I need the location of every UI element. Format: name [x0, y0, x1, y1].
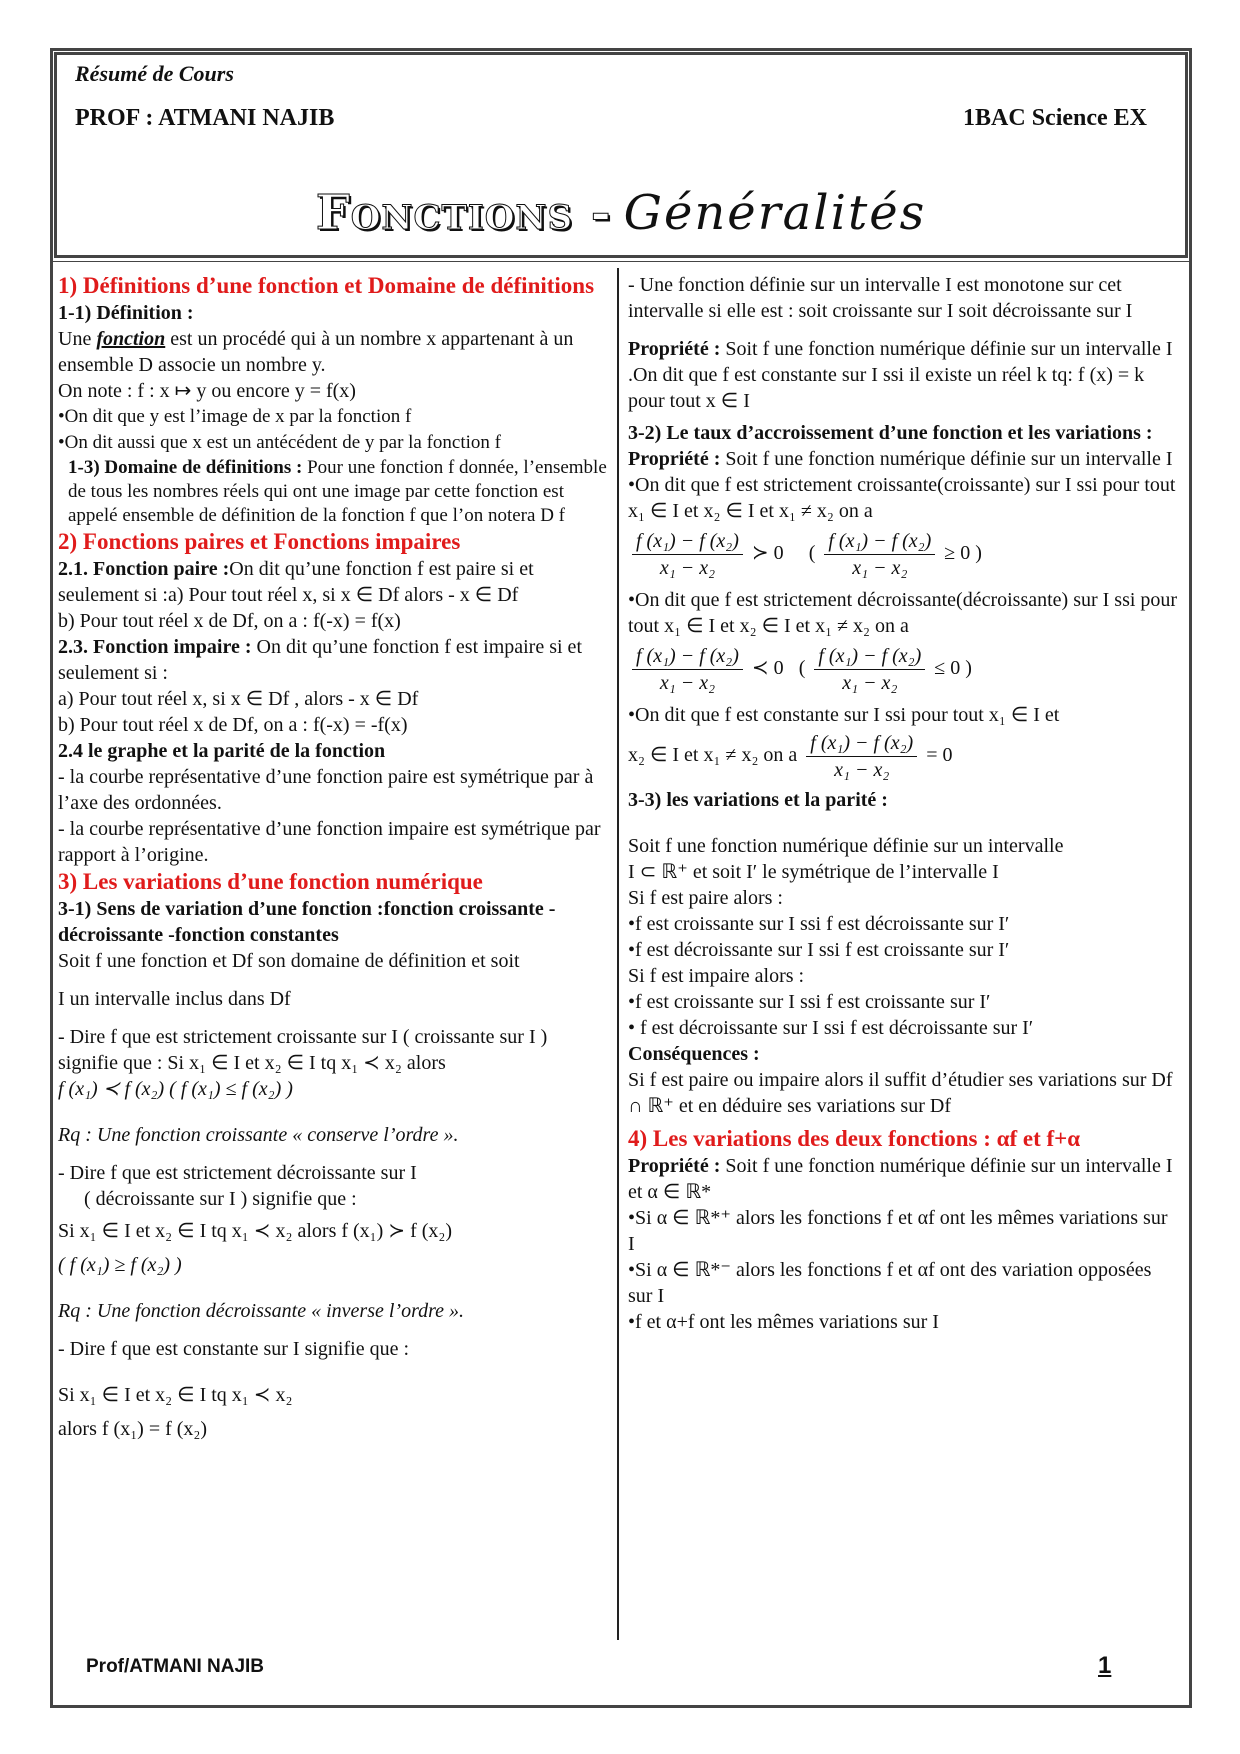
property-rate-text: Soit f une fonction numérique définie sur un intervalle I [725, 448, 1173, 470]
even-function-text: On dit qu’une fonction f est paire si et seulement si :a) Pour tout réel x, si x ∈ Df alors - x ∈ Df [58, 558, 534, 606]
spacer [58, 1012, 608, 1024]
spacer [58, 1102, 608, 1122]
title-part2: Généralités [623, 185, 927, 241]
section-3-1-title: 3-1) Sens de variation d’une fonction :fonction croissante -décroissante -fonction constantes [58, 898, 556, 946]
odd-function-paragraph [58, 634, 608, 686]
consequences-text: Si f est paire ou impaire alors il suffit d’étudier ses variations sur Df ∩ ℝ⁺ et en déduire ses variations sur Df [628, 1069, 1173, 1117]
section-4-title: 4) Les variations des deux fonctions : αf et f+α [628, 1126, 1081, 1151]
increasing-rate-formulas: $\frac{\text{f (x₁) − f (x₂)}}{\text{x₁ − x₂}}$ ≻ 0 ( $\frac{\text{f (x₁) − f (x₂)}}{\text{x₁ − x₂}}$ ≥ 0 ) [628, 528, 1178, 581]
constant-condition: Si x₁ ∈ I et x₂ ∈ I tq x₁ ≺ x₂ [58, 1384, 293, 1406]
spacer [58, 1278, 608, 1298]
constant-bullet: • On dit que f est constante sur I ssi pour tout x₁ ∈ I et [628, 702, 1178, 728]
parity-even-2: • f est décroissante sur I ssi f est croissante sur I′ [628, 937, 1178, 963]
graph-even-line: - la courbe représentative d’une fonction paire est symétrique par à l’axe des ordonnées. [58, 766, 594, 814]
section-2-title: 2) Fonctions paires et Fonctions impaires [58, 529, 461, 554]
increasing-definition: - Dire f que est strictement croissante sur I ( croissante sur I ) signifie que : Si x₁ ∈ I et x₂ ∈ I tq x₁ ≺ x₂ alors [58, 1026, 548, 1074]
page-title [57, 185, 1185, 241]
column-divider [617, 268, 619, 1640]
relation-eq: = 0 [926, 744, 953, 767]
constant-formula: alors f (x₁) = f (x₂) [58, 1418, 208, 1440]
relation-lt: ≺ 0 [751, 657, 784, 680]
spacer [58, 1324, 608, 1336]
rate-fraction [814, 643, 925, 696]
domain-paragraph [58, 456, 608, 528]
rate-fraction [632, 528, 743, 581]
relation-le: ≤ 0 [934, 657, 961, 680]
section-3-title: 3) Les variations d’une fonction numérique [58, 869, 483, 894]
property-label: Propriété : [628, 448, 721, 470]
even-function-paragraph [58, 556, 608, 608]
notation-line: On note : f : x ↦ y ou encore y = f(x) [58, 380, 356, 402]
fraction-numerator: f (x₁) − f (x₂) [806, 730, 917, 757]
page-number: 1 [1098, 1652, 1112, 1679]
fraction-numerator: f (x₁) − f (x₂) [632, 643, 743, 670]
decreasing-rate-formulas: $\frac{\text{f (x₁) − f (x₂)}}{\text{x₁ − x₂}}$ ≺ 0 ( $\frac{\text{f (x₁) − f (x₂)}}{\text{x₁ − x₂}}$ ≤ 0 ) [628, 643, 1178, 696]
fraction-denominator: x₁ − x₂ [834, 759, 890, 781]
parity-odd-2: • f est décroissante sur I ssi f est décroissante sur I′ [628, 1015, 1178, 1041]
header-level: 1BAC Science EX [963, 105, 1147, 131]
section-1-1-title: 1-1) Définition : [58, 302, 194, 324]
header-subtitle: Résumé de Cours [75, 61, 234, 86]
spacer [58, 974, 608, 986]
rate-fraction [806, 730, 917, 783]
property-constant-text: Soit f une fonction numérique définie sur un intervalle I .On dit que f est constante sur I ssi il existe un réel k tq: f (x) = k pour tout x ∈ I [628, 338, 1173, 412]
left-column [58, 272, 608, 1442]
strictly-increasing-bullet: • On dit que f est strictement croissante(croissante) sur I ssi pour tout x₁ ∈ I et x₂ ∈ I et x₁ ≠ x₂ on a [628, 472, 1178, 524]
parity-odd-1: • f est croissante sur I ssi f est croissante sur I′ [628, 989, 1178, 1015]
title-part1: Fonctions - [315, 185, 612, 241]
rate-fraction [632, 643, 743, 696]
decreasing-formula: ( f (x₁) ≥ f (x₂) ) [58, 1254, 182, 1276]
fraction-denominator: x₁ − x₂ [659, 557, 716, 579]
graph-odd-line: - la courbe représentative d’une fonction impaire est symétrique par rapport à l’origine. [58, 818, 601, 866]
section-3-2-title: 3-2) Le taux d’accroissement d’une fonction et les variations : [628, 422, 1153, 444]
definition-text [58, 326, 608, 378]
fraction-numerator: f (x₁) − f (x₂) [824, 528, 935, 555]
variation-intro-2: I un intervalle inclus dans Df [58, 988, 291, 1010]
definition-text-b: est un procédé qui à un nombre x appartenant à un ensemble D associe un nombre y. [58, 328, 574, 376]
odd-function-a: a) Pour tout réel x, si x ∈ Df , alors - x ∈ Df [58, 688, 419, 710]
parity-intro-2: I ⊂ ℝ⁺ et soit I′ le symétrique de l’intervalle I [628, 861, 999, 883]
header-box [54, 52, 1188, 258]
remark-increasing: Rq : Une fonction croissante « conserve l’ordre ». [58, 1124, 459, 1146]
right-column [628, 272, 1178, 1335]
section-2-3-title: 2.3. Fonction impaire : [58, 636, 252, 658]
section-1-3-title: 1-3) Domaine de définitions : [68, 457, 303, 478]
decreasing-definition-b: ( décroissante sur I ) signifie que : [84, 1188, 357, 1210]
header-prof: PROF : ATMANI NAJIB [75, 105, 335, 131]
decreasing-condition: Si x₁ ∈ I et x₂ ∈ I tq x₁ ≺ x₂ alors f (x₁) ≻ f (x₂) [58, 1220, 453, 1242]
antecedent-bullet: • On dit aussi que x est un antécédent de y par la fonction f [58, 430, 608, 456]
constant-condition: x₂ ∈ I et x₁ ≠ x₂ on a [628, 744, 798, 767]
fraction-denominator: x₁ − x₂ [659, 672, 716, 694]
parity-even-label: Si f est paire alors : [628, 887, 783, 909]
increasing-formula: f (x₁) ≺ f (x₂) ( f (x₁) ≤ f (x₂) ) [58, 1078, 293, 1100]
parity-even-1: • f est croissante sur I ssi f est décroissante sur I′ [628, 911, 1178, 937]
remark-decreasing: Rq : Une fonction décroissante « inverse l’ordre ». [58, 1300, 465, 1322]
section-2-4-title: 2.4 le graphe et la parité de la fonction [58, 740, 386, 762]
rate-fraction [824, 528, 935, 581]
property-alpha [628, 1153, 1178, 1205]
constant-definition: - Dire f que est constante sur I signifie que : [58, 1338, 410, 1360]
alpha-plus-bullet: • f et α+f ont les mêmes variations sur I [628, 1309, 1178, 1335]
spacer [58, 1362, 608, 1382]
constant-rate-formula [628, 730, 1178, 783]
monotone-text: - Une fonction définie sur un intervalle I est monotone sur cet intervalle si elle est : soit croissante sur I soit décroissante sur I [628, 274, 1133, 322]
fraction-denominator: x₁ − x₂ [852, 557, 908, 579]
variation-intro-1: Soit f une fonction et Df son domaine de définition et soit [58, 950, 520, 972]
decreasing-definition: - Dire f que est strictement décroissante sur I [58, 1162, 417, 1184]
fraction-numerator: f (x₁) − f (x₂) [632, 528, 743, 555]
spacer [58, 1148, 608, 1160]
definition-keyword: fonction [96, 328, 166, 350]
property-rate [628, 446, 1178, 472]
section-1-title: 1) Définitions d’une fonction et Domaine de définitions [58, 273, 595, 298]
section-3-3-title: 3-3) les variations et la parité : [628, 789, 888, 811]
odd-function-b: b) Pour tout réel x de Df, on a : f(-x) = -f(x) [58, 714, 408, 736]
strictly-decreasing-bullet: • On dit que f est strictement décroissante(décroissante) sur I ssi pour tout x₁ ∈ I et x₂ ∈ I et x₁ ≠ x₂ on a [628, 587, 1178, 639]
alpha-positive-bullet: • Si α ∈ ℝ*⁺ alors les fonctions f et αf ont les mêmes variations sur I [628, 1205, 1178, 1257]
image-bullet: • On dit que y est l’image de x par la fonction f [58, 404, 608, 430]
alpha-negative-bullet: • Si α ∈ ℝ*⁻ alors les fonctions f et αf ont des variation opposées sur I [628, 1257, 1178, 1309]
consequences-title: Conséquences : [628, 1043, 760, 1065]
spacer [628, 813, 1178, 833]
odd-function-text: On dit qu’une fonction f est impaire si et seulement si : [58, 636, 582, 684]
property-constant [628, 336, 1178, 414]
domain-text: Pour une fonction f donnée, l’ensemble de tous les nombres réels qui ont une image par cette fonction est appelé ensemble de définition de la fonction f que l’on notera D f [68, 457, 607, 526]
property-alpha-text: Soit f une fonction numérique définie sur un intervalle I et α ∈ ℝ* [628, 1155, 1173, 1203]
property-label: Propriété : [628, 1155, 721, 1177]
relation-ge: ≥ 0 [944, 542, 971, 565]
definition-text-a: Une [58, 328, 92, 350]
relation-gt: ≻ 0 [751, 542, 784, 565]
parity-odd-label: Si f est impaire alors : [628, 965, 805, 987]
even-function-b: b) Pour tout réel x de Df, on a : f(-x) = f(x) [58, 610, 401, 632]
fraction-denominator: x₁ − x₂ [842, 672, 898, 694]
fraction-numerator: f (x₁) − f (x₂) [814, 643, 925, 670]
property-label: Propriété : [628, 338, 721, 360]
section-2-1-title: 2.1. Fonction paire : [58, 558, 230, 580]
parity-intro: Soit f une fonction numérique définie sur un intervalle [628, 835, 1064, 857]
footer-author: Prof/ATMANI NAJIB [86, 1656, 265, 1677]
spacer [628, 324, 1178, 336]
